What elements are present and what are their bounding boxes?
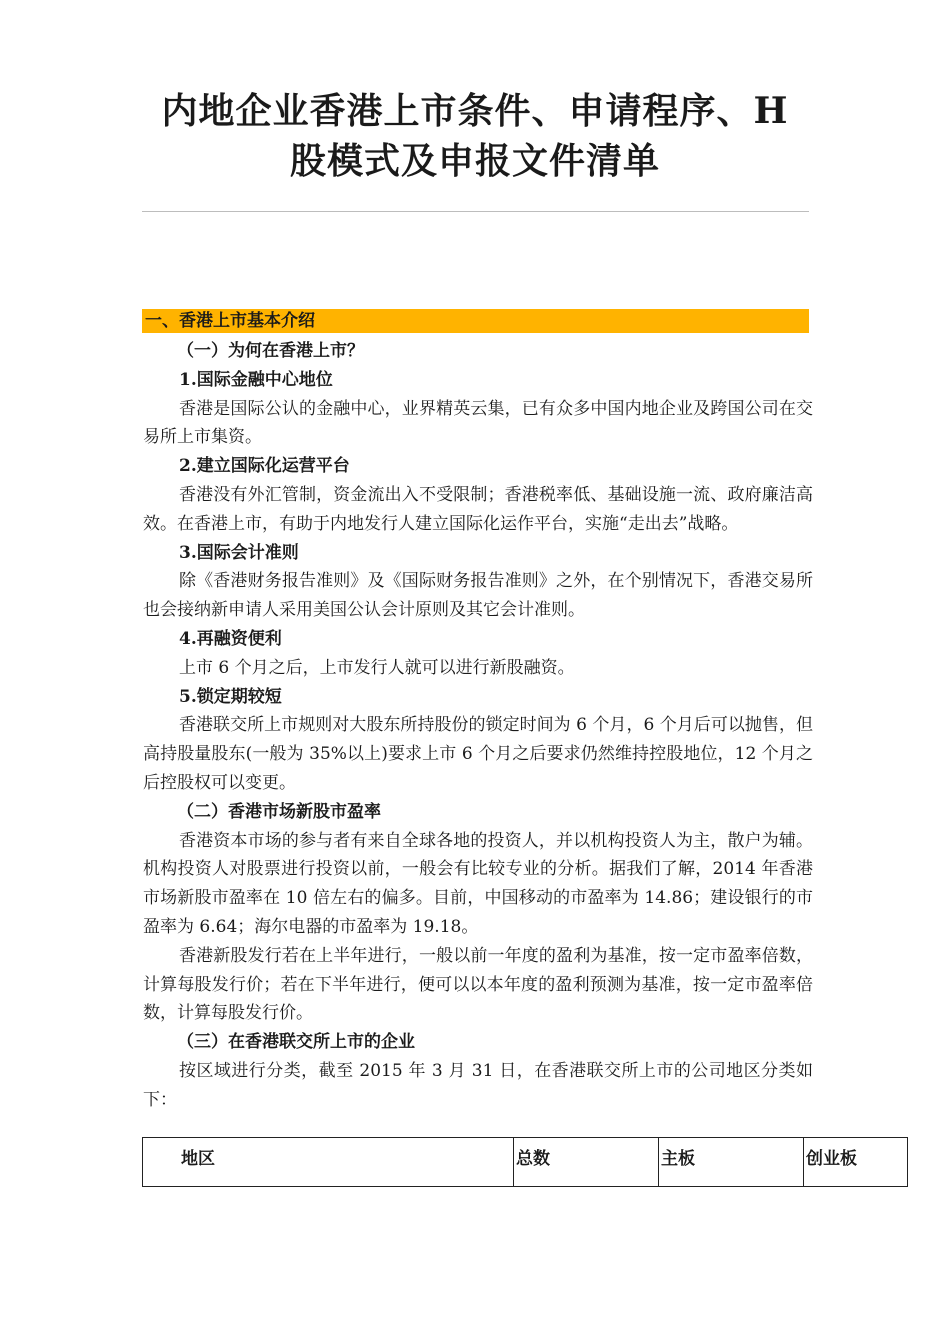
subsection-2-paragraph-1: 香港资本市场的参与者有来自全球各地的投资人，并以机构投资人为主，散户为辅。机构投资人对股票进行投资以前，一般会有比较专业的分析。据我们了解，2014 年香港市场新股市盈率在 10 倍左右的偏多。目前，中国移动的市盈率为 14.86；建设银行的市盈率为 6.64；海尔电器的市盈率为 19.18。 [143, 830, 813, 937]
item-heading-5: 5.锁定期较短 [179, 686, 282, 707]
section-heading-banner: 一、香港上市基本介绍 [142, 309, 809, 333]
item-heading-2: 2.建立国际化运营平台 [179, 456, 350, 477]
table-header-row [143, 1138, 908, 1187]
header-main-board: 主板 [659, 1138, 804, 1187]
subsection-3-paragraph-1: 按区域进行分类，截至 2015 年 3 月 31 日，在香港联交所上市的公司地区分类如下： [143, 1060, 813, 1110]
item-body-3: 除《香港财务报告准则》及《国际财务报告准则》之外，在个别情况下，香港交易所也会接纳新申请人采用美国公认会计原则及其它会计准则。 [143, 571, 813, 621]
item-body-5: 香港联交所上市规则对大股东所持股份的锁定时间为 6 个月，6 个月后可以抛售，但高持股量股东(一般为 35%以上)要求上市 6 个月之后要求仍然维持控股地位，12 个月之后控股权可以变更。 [143, 715, 813, 793]
item-heading-3: 3.国际会计准则 [179, 542, 299, 563]
subsection-heading-1: （一）为何在香港上市？ [177, 341, 364, 361]
title-line-1: 内地企业香港上市条件、申请程序、H [161, 90, 789, 132]
title-line-2: 股模式及申报文件清单 [289, 140, 660, 182]
header-total: 总数 [514, 1138, 659, 1187]
item-heading-1: 1.国际金融中心地位 [179, 369, 333, 390]
header-gem: 创业板 [804, 1138, 908, 1187]
item-body-2: 香港没有外汇管制，资金流出入不受限制；香港税率低、基础设施一流、政府廉洁高效。在香港上市，有助于内地发行人建立国际化运作平台，实施“走出去”战略。 [143, 484, 813, 534]
item-body-1: 香港是国际公认的金融中心，业界精英云集，已有众多中国内地企业及跨国公司在交易所上市集资。 [143, 398, 813, 448]
listed-companies-table [142, 1137, 908, 1187]
subsection-heading-3: （三）在香港联交所上市的企业 [177, 1032, 415, 1053]
document-body [143, 337, 813, 1115]
subsection-2-paragraph-2: 香港新股发行若在上半年进行，一般以前一年度的盈利为基准，按一定市盈率倍数，计算每股发行价；若在下半年进行，便可以以本年度的盈利预测为基准，按一定市盈率倍数，计算每股发行价。 [143, 945, 813, 1024]
header-region: 地区 [143, 1138, 514, 1187]
subsection-heading-2: （二）香港市场新股市盈率 [177, 801, 381, 822]
title-divider [142, 211, 809, 212]
document-title [130, 86, 820, 186]
item-body-4: 上市 6 个月之后，上市发行人就可以进行新股融资。 [179, 657, 575, 678]
item-heading-4: 4.再融资便利 [179, 628, 282, 649]
